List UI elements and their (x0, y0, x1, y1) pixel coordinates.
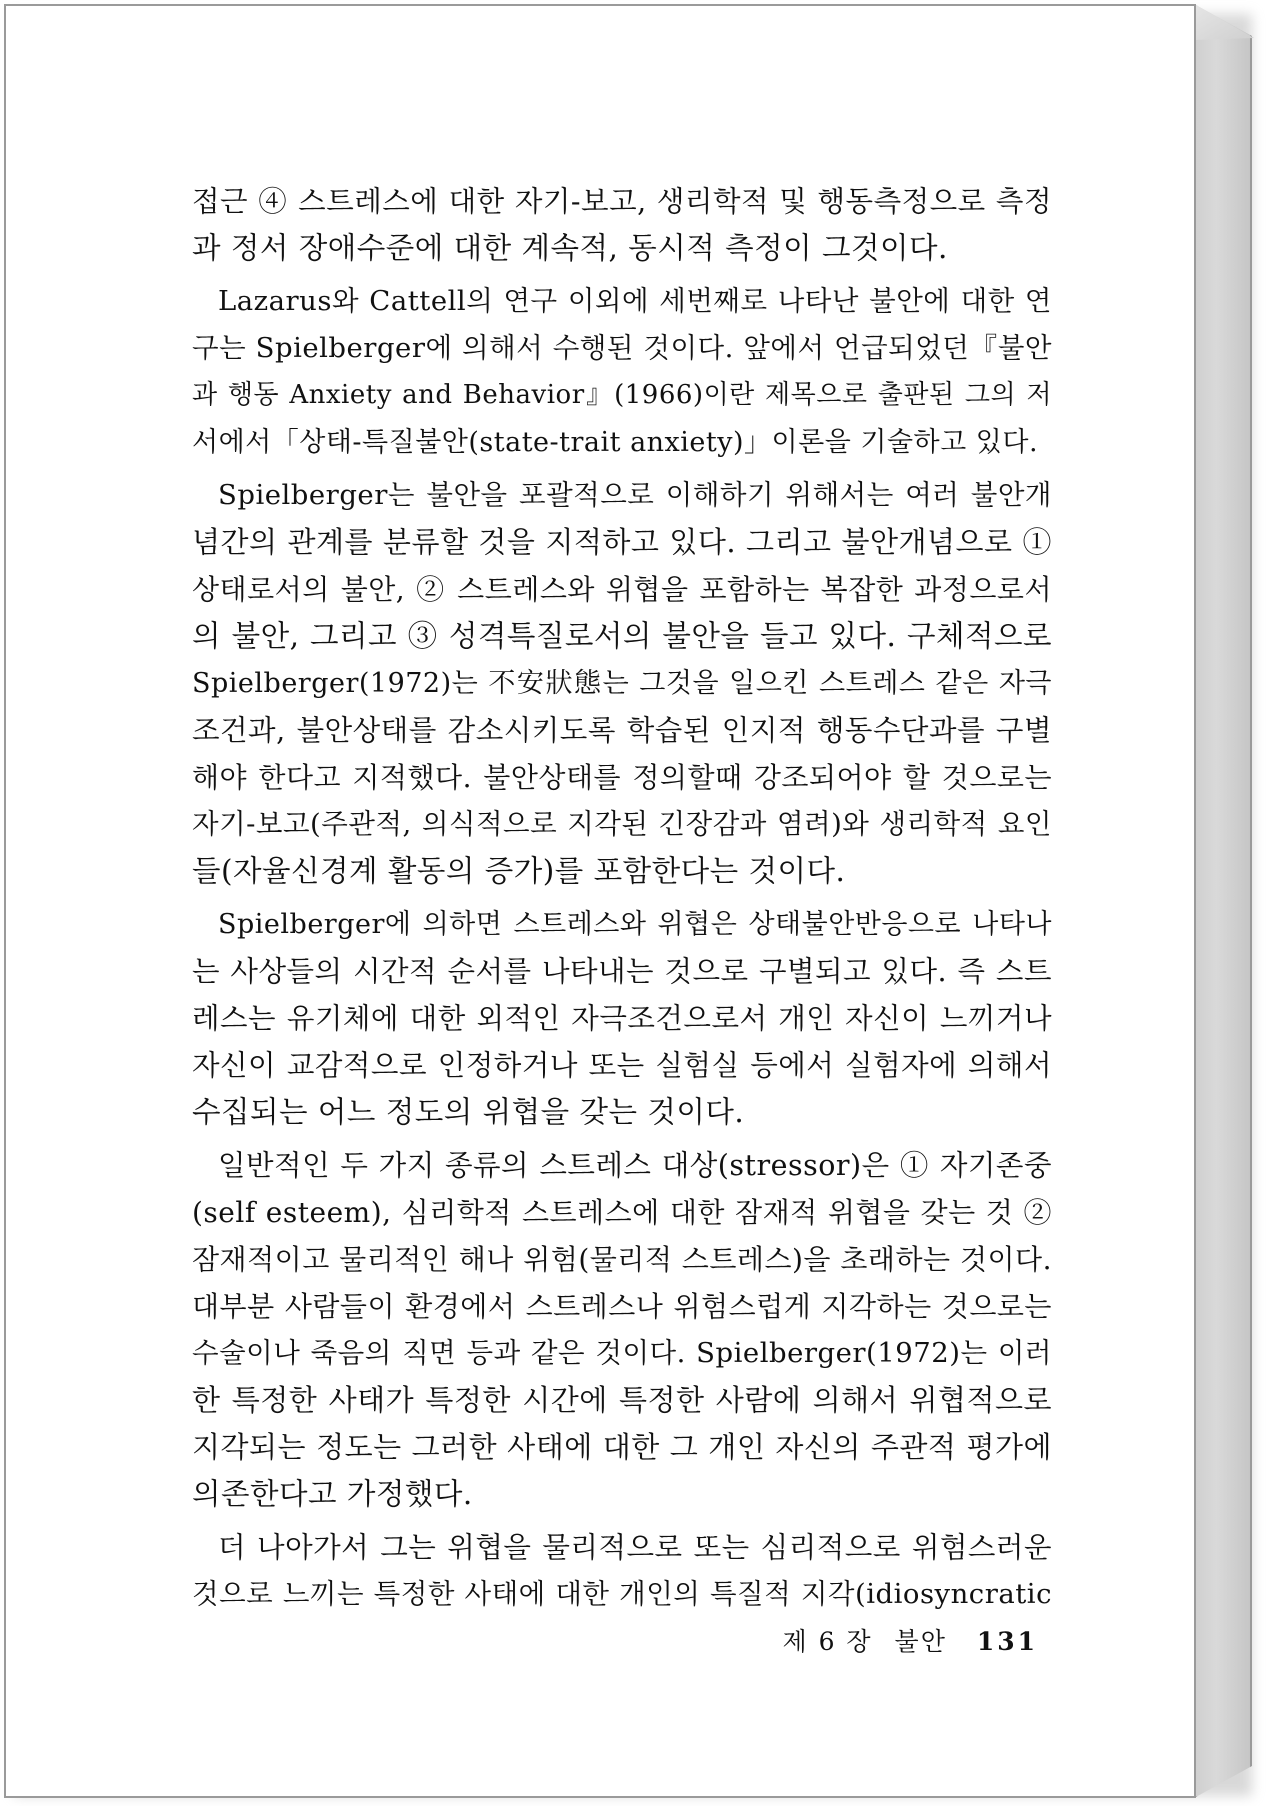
text-line: 대부분 사람들이 환경에서 스트레스나 위험스럽게 지각하는 것으로는 (192, 1290, 1052, 1323)
footer-chapter-title: 불안 (894, 1627, 947, 1656)
text-line: 해야 한다고 지적했다. 불안상태를 정의할때 강조되어야 할 것으로는 (192, 761, 1052, 794)
text-line: 접근 ④ 스트레스에 대한 자기-보고, 생리학적 및 행동측정으로 측정 (192, 185, 1052, 218)
text-line: Spielberger는 불안을 포괄적으로 이해하기 위해서는 여러 불안개 (218, 479, 1052, 511)
text-line: Lazarus와 Cattell의 연구 이외에 세번째로 나타난 불안에 대한 연 (218, 285, 1052, 317)
footer-chapter: 제 6 장 (782, 1627, 873, 1656)
text-line: 서에서「상태-특질불안(state-trait anxiety)」이론을 기술하고 있다. (192, 427, 1039, 458)
text-line: 더 나아가서 그는 위협을 물리적으로 또는 심리적으로 위험스러운 (218, 1531, 1052, 1564)
text-line: 는 사상들의 시간적 순서를 나타내는 것으로 구별되고 있다. 즉 스트 (192, 955, 1052, 988)
text-line: 구는 Spielberger에 의해서 수행된 것이다. 앞에서 언급되었던『불안 (192, 332, 1052, 364)
text-line: 한 특정한 사태가 특정한 시간에 특정한 사람에 의해서 위협적으로 (192, 1383, 1052, 1417)
book-spine-edge (1194, 4, 1252, 1798)
text-line: Spielberger(1972)는 不安狀態는 그것을 일으킨 스트레스 같은 자극 (192, 668, 1052, 699)
page-body-text (192, 178, 1052, 1618)
page-footer (0, 1622, 1038, 1658)
text-line: 들(자율신경계 활동의 증가)를 포함한다는 것이다. (192, 854, 846, 888)
text-line: 레스는 유기체에 대한 외적인 자극조건으로서 개인 자신이 느끼거나 (192, 1002, 1052, 1035)
text-line: 상태로서의 불안, ② 스트레스와 위협을 포함하는 복잡한 과정으로서 (192, 573, 1052, 606)
text-line: 일반적인 두 가지 종류의 스트레스 대상(stressor)은 ① 자기존중 (218, 1149, 1052, 1182)
text-line: 조건과, 불안상태를 감소시키도록 학습된 인지적 행동수단과를 구별 (192, 714, 1052, 747)
text-line: 자신이 교감적으로 인정하거나 또는 실험실 등에서 실험자에 의해서 (192, 1049, 1052, 1082)
text-line: 것으로 느끼는 특정한 사태에 대한 개인의 특질적 지각(idiosyncratic (192, 1578, 1052, 1610)
text-line: 수집되는 어느 정도의 위협을 갖는 것이다. (192, 1095, 745, 1129)
text-line: 수술이나 죽음의 직면 등과 같은 것이다. Spielberger(1972)는 이러 (192, 1337, 1052, 1369)
text-line: 의존한다고 가정했다. (192, 1477, 473, 1511)
text-line: Spielberger에 의하면 스트레스와 위협은 상태불안반응으로 나타나 (218, 909, 1052, 940)
text-line: 지각되는 정도는 그러한 사태에 대한 그 개인 자신의 주관적 평가에 (192, 1430, 1052, 1464)
page-number: 131 (976, 1627, 1038, 1656)
text-line: 자기-보고(주관적, 의식적으로 지각된 긴장감과 염려)와 생리학적 요인 (192, 808, 1052, 840)
text-line: 잠재적이고 물리적인 해나 위험(물리적 스트레스)을 초래하는 것이다. (192, 1243, 1052, 1276)
text-line: 념간의 관계를 분류할 것을 지적하고 있다. 그리고 불안개념으로 ① (192, 525, 1052, 559)
text-line: 의 불안, 그리고 ③ 성격특질로서의 불안을 들고 있다. 구체적으로 (192, 619, 1052, 653)
text-line: 과 정서 장애수준에 대한 계속적, 동시적 측정이 그것이다. (192, 231, 948, 265)
text-line: (self esteem), 심리학적 스트레스에 대한 잠재적 위협을 갖는 것 ② (192, 1196, 1052, 1229)
text-line: 과 행동 Anxiety and Behavior』(1966)이란 제목으로 출판된 그의 저 (192, 380, 1052, 410)
